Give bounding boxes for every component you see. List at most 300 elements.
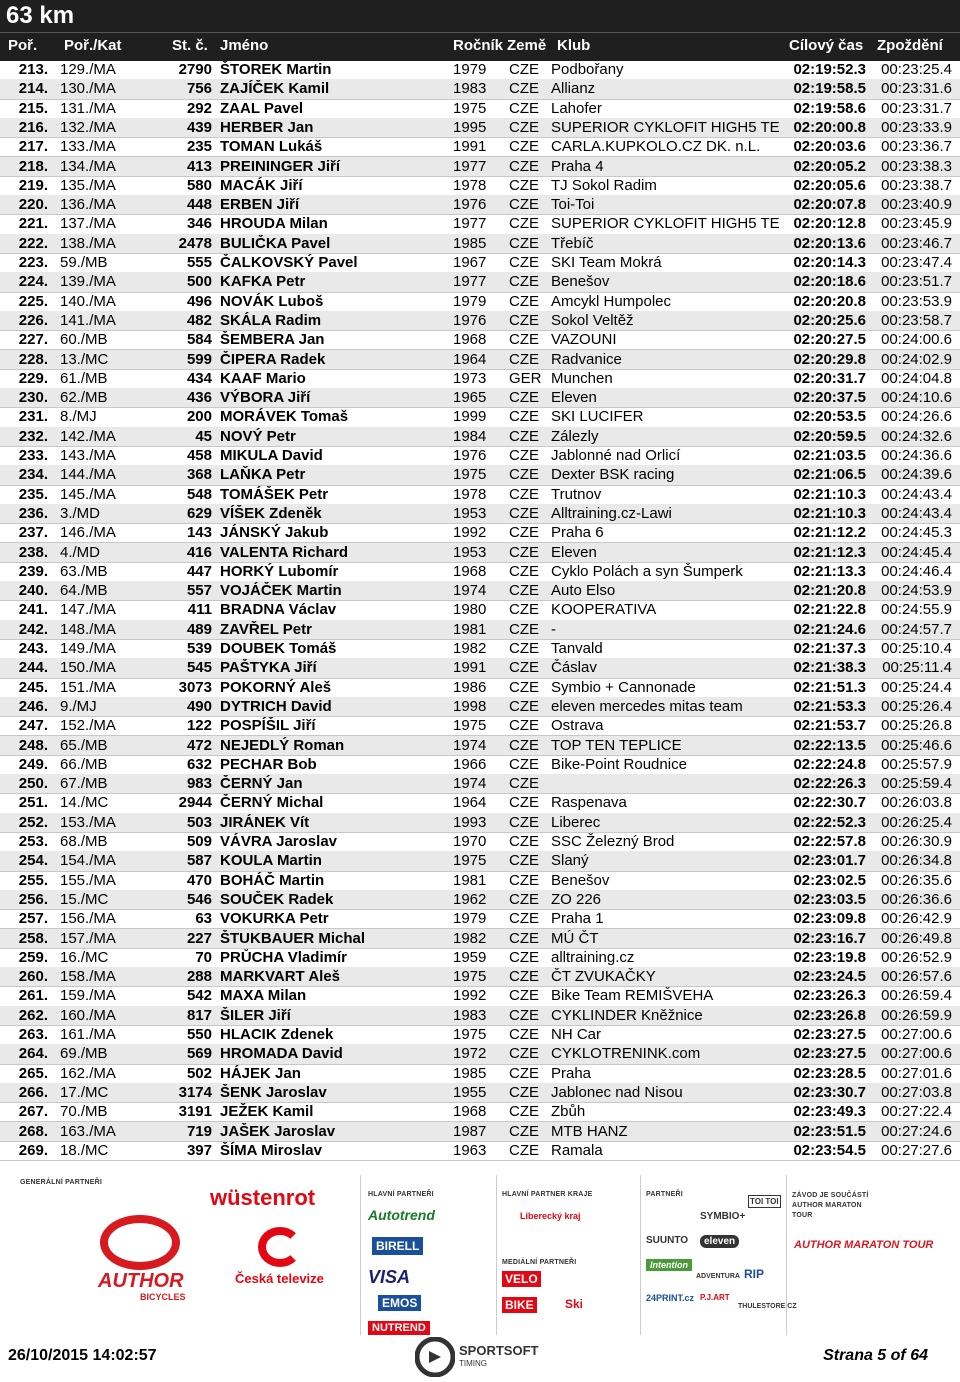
cell-finish-time: 02:23:28.5 xyxy=(793,1064,866,1082)
cell-gap: 00:24:45.3 xyxy=(881,524,952,542)
pjart-logo: P.J.ART xyxy=(700,1293,730,1302)
cell-country: CZE xyxy=(509,234,539,252)
cell-club: Sokol Veltěž xyxy=(551,311,634,329)
cell-start-number: 817 xyxy=(186,1006,212,1024)
cell-start-number: 70 xyxy=(195,948,212,966)
cell-gap: 00:24:43.4 xyxy=(881,504,952,522)
cell-gap: 00:24:04.8 xyxy=(881,369,952,387)
table-row xyxy=(0,639,960,659)
cell-gap: 00:26:59.9 xyxy=(881,1006,952,1024)
cell-start-number: 546 xyxy=(186,890,212,908)
cell-category-rank: 9./MJ xyxy=(60,697,97,715)
cell-finish-time: 02:23:54.5 xyxy=(793,1141,866,1159)
cell-start-number: 542 xyxy=(186,987,212,1005)
cell-country: CZE xyxy=(509,601,539,619)
cell-year: 1986 xyxy=(453,678,487,696)
cell-rank: 213. xyxy=(18,61,48,78)
table-row xyxy=(0,562,960,582)
cell-gap: 00:23:38.7 xyxy=(881,176,952,194)
cell-rank: 237. xyxy=(18,524,48,542)
cell-gap: 00:23:33.9 xyxy=(881,118,952,136)
cell-year: 1985 xyxy=(453,234,487,252)
cell-name: HROUDA Milan xyxy=(220,215,328,233)
cell-name: VÍŠEK Zdeněk xyxy=(220,504,322,522)
cell-rank: 244. xyxy=(18,659,48,677)
cell-name: POSPÍŠIL Jiří xyxy=(220,717,316,735)
cell-rank: 248. xyxy=(18,736,48,754)
print-date: 26/10/2015 14:02:57 xyxy=(8,1347,157,1364)
cell-gap: 00:24:26.6 xyxy=(881,408,952,426)
ski-logo: Ski xyxy=(565,1297,584,1311)
cell-start-number: 550 xyxy=(186,1026,212,1043)
cell-name: ŠEMBERA Jan xyxy=(220,331,325,349)
cell-country: CZE xyxy=(509,389,539,407)
cell-rank: 252. xyxy=(18,813,48,831)
cell-name: TOMAN Lukáš xyxy=(220,138,323,156)
cell-country: CZE xyxy=(509,1045,539,1063)
cell-rank: 260. xyxy=(18,968,48,986)
cell-rank: 261. xyxy=(18,987,48,1005)
table-row xyxy=(0,871,960,891)
table-row xyxy=(0,658,960,678)
cell-club: Dexter BSK racing xyxy=(551,466,675,484)
cell-country: CZE xyxy=(509,1103,539,1121)
cell-gap: 00:24:45.4 xyxy=(881,543,952,561)
table-row xyxy=(0,793,960,813)
cell-country: CZE xyxy=(509,524,539,542)
cell-country: CZE xyxy=(509,582,539,600)
cell-gap: 00:23:40.9 xyxy=(881,196,952,214)
cell-rank: 246. xyxy=(18,697,48,715)
cell-club: VAZOUNI xyxy=(551,331,617,349)
header-finish-time: Cílový čas xyxy=(789,37,864,54)
cell-gap: 00:24:43.4 xyxy=(881,485,952,503)
cell-year: 1977 xyxy=(453,215,487,233)
cell-year: 1995 xyxy=(453,118,487,136)
cell-country: CZE xyxy=(509,543,539,561)
cell-rank: 250. xyxy=(18,775,48,793)
cell-name: ZAVŘEL Petr xyxy=(220,620,312,638)
cell-name: ERBEN Jiří xyxy=(220,196,300,214)
cell-country: CZE xyxy=(509,331,539,349)
cell-start-number: 143 xyxy=(186,524,212,542)
cell-country: CZE xyxy=(509,1122,539,1140)
cell-category-rank: 140./MA xyxy=(60,292,116,310)
cell-club: SKI Team Mokrá xyxy=(551,254,662,271)
cell-start-number: 416 xyxy=(186,543,212,561)
cell-category-rank: 69./MB xyxy=(60,1045,108,1063)
cell-year: 1964 xyxy=(453,350,487,368)
cell-year: 1981 xyxy=(453,871,487,889)
cell-gap: 00:27:03.8 xyxy=(881,1083,952,1101)
cell-year: 1983 xyxy=(453,1006,487,1024)
cell-start-number: 346 xyxy=(186,215,212,233)
cell-finish-time: 02:21:22.8 xyxy=(793,601,866,619)
cell-start-number: 63 xyxy=(195,910,212,928)
page-footer xyxy=(0,1335,960,1381)
cell-year: 1992 xyxy=(453,524,487,542)
table-row xyxy=(0,388,960,408)
cell-finish-time: 02:20:29.8 xyxy=(793,350,866,368)
cell-category-rank: 70./MB xyxy=(60,1103,108,1121)
emos-logo: EMOS xyxy=(378,1295,421,1311)
cell-name: HERBER Jan xyxy=(220,118,314,136)
cell-rank: 245. xyxy=(18,678,48,696)
cell-name: HLACIK Zdenek xyxy=(220,1026,334,1043)
cell-start-number: 458 xyxy=(186,447,212,464)
cell-year: 1987 xyxy=(453,1122,487,1140)
cell-start-number: 413 xyxy=(186,157,212,175)
cell-year: 1974 xyxy=(453,736,487,754)
cell-club: Munchen xyxy=(551,369,613,387)
cell-club: CYKLOTRENINK.com xyxy=(551,1045,701,1063)
table-row xyxy=(0,176,960,196)
cell-gap: 00:25:10.4 xyxy=(881,640,952,657)
media-partners-label: MEDIÁLNÍ PARTNEŘI xyxy=(502,1259,577,1266)
cell-finish-time: 02:19:52.3 xyxy=(793,61,866,78)
cell-country: CZE xyxy=(509,833,539,850)
author-logo: AUTHOR xyxy=(98,1270,184,1292)
cell-gap: 00:26:52.9 xyxy=(881,948,952,966)
cell-category-rank: 16./MC xyxy=(60,948,109,966)
cell-club: Zálezly xyxy=(551,427,599,445)
cell-club: Slaný xyxy=(551,852,589,870)
cell-gap: 00:24:57.7 xyxy=(881,620,952,638)
cell-country: CZE xyxy=(509,427,539,445)
cell-club: Třebíč xyxy=(551,234,594,252)
cell-category-rank: 163./MA xyxy=(60,1122,116,1140)
cell-start-number: 3073 xyxy=(178,678,212,696)
table-row xyxy=(0,350,960,370)
cell-category-rank: 129./MA xyxy=(60,61,116,78)
cell-gap: 00:24:46.4 xyxy=(881,562,952,580)
cell-club: Praha 4 xyxy=(551,157,604,175)
cell-club: SUPERIOR CYKLOFIT HIGH5 TE xyxy=(551,118,780,136)
table-row xyxy=(0,851,960,871)
cell-gap: 00:23:31.6 xyxy=(881,80,952,98)
table-row xyxy=(0,832,960,852)
cell-name: VOKURKA Petr xyxy=(220,910,329,928)
bike-logo: BIKE xyxy=(502,1297,537,1313)
cell-country: CZE xyxy=(509,910,539,928)
cell-finish-time: 02:21:24.6 xyxy=(793,620,866,638)
cell-rank: 236. xyxy=(18,504,48,522)
cell-year: 1975 xyxy=(453,99,487,117)
cell-start-number: 629 xyxy=(186,504,212,522)
table-row xyxy=(0,118,960,138)
cell-year: 1970 xyxy=(453,833,487,850)
cell-club: Ostrava xyxy=(551,717,604,735)
cell-country: CZE xyxy=(509,273,539,291)
cell-category-rank: 148./MA xyxy=(60,620,116,638)
cell-rank: 254. xyxy=(18,852,48,870)
cell-country: CZE xyxy=(509,485,539,503)
cell-start-number: 227 xyxy=(186,929,212,947)
cell-gap: 00:23:58.7 xyxy=(881,311,952,329)
cell-category-rank: 62./MB xyxy=(60,389,108,407)
cell-year: 1984 xyxy=(453,427,487,445)
cell-gap: 00:25:24.4 xyxy=(881,678,952,696)
table-row xyxy=(0,99,960,119)
table-row xyxy=(0,214,960,234)
cell-year: 1977 xyxy=(453,157,487,175)
cell-finish-time: 02:22:13.5 xyxy=(793,736,866,754)
cell-category-rank: 131./MA xyxy=(60,99,116,117)
cell-club: Trutnov xyxy=(551,485,602,503)
cell-country: CZE xyxy=(509,678,539,696)
cell-name: ČERNÝ Michal xyxy=(220,794,324,812)
cell-start-number: 756 xyxy=(186,80,212,98)
cell-club: Jablonné nad Orlicí xyxy=(551,447,681,464)
birell-logo: BIRELL xyxy=(372,1237,423,1255)
cell-year: 1991 xyxy=(453,138,487,156)
cell-country: CZE xyxy=(509,968,539,986)
table-row xyxy=(0,1044,960,1064)
cell-start-number: 434 xyxy=(186,369,212,387)
cell-rank: 253. xyxy=(18,833,48,850)
cell-gap: 00:26:49.8 xyxy=(881,929,952,947)
cell-rank: 225. xyxy=(18,292,48,310)
table-row xyxy=(0,485,960,505)
cell-name: KAAF Mario xyxy=(220,369,306,387)
cell-club: Tanvald xyxy=(551,640,603,657)
table-row xyxy=(0,716,960,736)
table-row xyxy=(0,967,960,987)
cell-name: NOVÁK Luboš xyxy=(220,292,324,310)
header-start-number: St. č. xyxy=(172,37,208,54)
cell-category-rank: 153./MA xyxy=(60,813,116,831)
cell-start-number: 580 xyxy=(186,176,212,194)
cell-category-rank: 143./MA xyxy=(60,447,116,464)
cell-country: CZE xyxy=(509,620,539,638)
toitoi-logo: TOI TOI xyxy=(750,1197,779,1206)
cell-start-number: 448 xyxy=(186,196,212,214)
cell-start-number: 555 xyxy=(186,254,212,271)
cell-year: 1968 xyxy=(453,562,487,580)
cell-start-number: 2944 xyxy=(178,794,212,812)
cell-name: BRADNA Václav xyxy=(220,601,337,619)
cell-start-number: 368 xyxy=(186,466,212,484)
cell-club: Bike-Point Roudnice xyxy=(551,755,687,773)
cell-gap: 00:24:36.6 xyxy=(881,447,952,464)
cell-club: ČT ZVUKAČKY xyxy=(551,968,656,986)
cell-category-rank: 60./MB xyxy=(60,331,108,349)
table-row xyxy=(0,697,960,717)
cell-finish-time: 02:20:13.6 xyxy=(793,234,866,252)
cell-rank: 263. xyxy=(18,1026,48,1043)
cell-country: CZE xyxy=(509,890,539,908)
cell-name: ZAJÍČEK Kamil xyxy=(220,80,330,98)
cell-finish-time: 02:23:51.5 xyxy=(793,1122,866,1140)
nutrend-logo: NUTREND xyxy=(368,1321,430,1335)
cell-year: 1991 xyxy=(453,659,487,677)
table-row xyxy=(0,1141,960,1161)
cell-rank: 230. xyxy=(18,389,48,407)
cell-gap: 00:26:30.9 xyxy=(881,833,952,850)
cell-rank: 267. xyxy=(18,1103,48,1121)
cell-finish-time: 02:21:53.3 xyxy=(793,697,866,715)
cell-country: CZE xyxy=(509,466,539,484)
table-row xyxy=(0,948,960,968)
cell-year: 1975 xyxy=(453,968,487,986)
cell-gap: 00:27:00.6 xyxy=(881,1026,952,1043)
cell-finish-time: 02:20:25.6 xyxy=(793,311,866,329)
cell-name: ČIPERA Radek xyxy=(220,350,326,368)
cell-year: 1975 xyxy=(453,717,487,735)
cell-gap: 00:23:38.3 xyxy=(881,157,952,175)
suunto-logo: SUUNTO xyxy=(646,1235,689,1246)
cell-finish-time: 02:21:10.3 xyxy=(793,504,866,522)
cell-gap: 00:23:47.4 xyxy=(881,254,952,271)
sponsor-strip xyxy=(0,1175,960,1345)
cell-name: ČALKOVSKÝ Pavel xyxy=(220,254,358,271)
cell-rank: 232. xyxy=(18,427,48,445)
cell-finish-time: 02:20:03.6 xyxy=(793,138,866,156)
cell-name: JEŽEK Kamil xyxy=(220,1103,314,1121)
rip-logo: RIP xyxy=(744,1267,765,1281)
cell-year: 1979 xyxy=(453,292,487,310)
cell-year: 1982 xyxy=(453,929,487,947)
cell-rank: 235. xyxy=(18,485,48,503)
cell-rank: 223. xyxy=(18,254,48,271)
cell-rank: 226. xyxy=(18,311,48,329)
cell-gap: 00:27:00.6 xyxy=(881,1045,952,1063)
cell-category-rank: 64./MB xyxy=(60,582,108,600)
cell-year: 1978 xyxy=(453,176,487,194)
cell-start-number: 472 xyxy=(186,736,212,754)
autotrend-logo: Autotrend xyxy=(368,1207,435,1223)
cell-country: CZE xyxy=(509,1141,539,1159)
cell-name: KOULA Martin xyxy=(220,852,322,870)
cell-year: 1968 xyxy=(453,331,487,349)
cell-gap: 00:26:25.4 xyxy=(881,813,952,831)
cell-country: GER xyxy=(509,369,542,387)
sportsoft-subtext: TIMING xyxy=(459,1359,487,1368)
cell-country: CZE xyxy=(509,504,539,522)
cell-start-number: 557 xyxy=(186,582,212,600)
cell-name: ŠENK Jaroslav xyxy=(220,1083,327,1101)
cell-country: CZE xyxy=(509,215,539,233)
cell-category-rank: 161./MA xyxy=(60,1026,116,1043)
table-row xyxy=(0,292,960,312)
cell-name: HROMADA David xyxy=(220,1045,343,1063)
cell-gap: 00:26:36.6 xyxy=(881,890,952,908)
cell-name: LAŇKA Petr xyxy=(220,466,306,484)
cell-category-rank: 149./MA xyxy=(60,640,116,657)
table-row xyxy=(0,600,960,620)
cell-country: CZE xyxy=(509,350,539,368)
wustenrot-logo: wüstenrot xyxy=(210,1185,316,1210)
cell-club: Ramala xyxy=(551,1141,603,1159)
cell-club: Benešov xyxy=(551,871,610,889)
cell-start-number: 496 xyxy=(186,292,212,310)
cell-year: 1976 xyxy=(453,447,487,464)
cell-year: 1975 xyxy=(453,852,487,870)
cell-year: 1972 xyxy=(453,1045,487,1063)
table-row xyxy=(0,929,960,949)
cell-country: CZE xyxy=(509,697,539,715)
cell-name: SOUČEK Radek xyxy=(220,890,334,908)
cell-year: 1976 xyxy=(453,311,487,329)
cell-gap: 00:25:26.4 xyxy=(881,697,952,715)
cell-club: eleven mercedes mitas team xyxy=(551,697,743,715)
cell-finish-time: 02:20:05.6 xyxy=(793,176,866,194)
cell-country: CZE xyxy=(509,717,539,735)
cell-start-number: 539 xyxy=(186,640,212,657)
cell-gap: 00:27:01.6 xyxy=(881,1064,952,1082)
cell-finish-time: 02:21:13.3 xyxy=(793,562,866,580)
cell-year: 1975 xyxy=(453,466,487,484)
cell-finish-time: 02:21:20.8 xyxy=(793,582,866,600)
cell-start-number: 509 xyxy=(186,833,212,850)
cell-country: CZE xyxy=(509,640,539,657)
cell-category-rank: 4./MD xyxy=(60,543,101,561)
cell-start-number: 2790 xyxy=(178,61,212,78)
cell-country: CZE xyxy=(509,447,539,464)
header-name: Jméno xyxy=(220,37,269,54)
cell-country: CZE xyxy=(509,138,539,156)
cell-category-rank: 130./MA xyxy=(60,80,116,98)
cell-start-number: 569 xyxy=(186,1045,212,1063)
cell-club: Auto Elso xyxy=(551,582,616,600)
cell-year: 1965 xyxy=(453,389,487,407)
cell-rank: 224. xyxy=(18,273,48,291)
cell-club: SUPERIOR CYKLOFIT HIGH5 TE xyxy=(551,215,780,233)
cell-year: 1975 xyxy=(453,1026,487,1043)
cell-name: JÁNSKÝ Jakub xyxy=(220,524,329,542)
author-logo-sub: BICYCLES xyxy=(140,1292,186,1302)
cell-finish-time: 02:23:26.3 xyxy=(793,987,866,1005)
cell-gap: 00:23:53.9 xyxy=(881,292,952,310)
cell-finish-time: 02:20:31.7 xyxy=(793,369,866,387)
cell-name: PECHAR Bob xyxy=(220,755,317,773)
cell-rank: 242. xyxy=(18,620,48,638)
cell-club: CYKLINDER Kněžnice xyxy=(551,1006,703,1024)
cell-finish-time: 02:23:01.7 xyxy=(793,852,866,870)
author-logo-mark xyxy=(100,1215,180,1270)
table-row xyxy=(0,446,960,466)
cell-category-rank: 61./MB xyxy=(60,369,108,387)
cell-country: CZE xyxy=(509,929,539,947)
cell-name: HÁJEK Jan xyxy=(220,1064,301,1082)
cell-category-rank: 135./MA xyxy=(60,176,116,194)
ceska-televize-icon xyxy=(258,1227,302,1267)
cell-rank: 233. xyxy=(18,447,48,464)
header-gap: Zpoždění xyxy=(877,37,943,54)
table-row xyxy=(0,137,960,157)
cell-category-rank: 15./MC xyxy=(60,890,109,908)
cell-category-rank: 138./MA xyxy=(60,234,116,252)
cell-rank: 259. xyxy=(18,948,48,966)
cell-category-rank: 66./MB xyxy=(60,755,108,773)
cell-year: 1978 xyxy=(453,485,487,503)
cell-finish-time: 02:20:27.5 xyxy=(793,331,866,349)
cell-name: TOMÁŠEK Petr xyxy=(220,485,329,503)
cell-start-number: 3174 xyxy=(178,1083,212,1101)
cell-finish-time: 02:20:14.3 xyxy=(793,254,866,271)
cell-gap: 00:23:45.9 xyxy=(881,215,952,233)
cell-gap: 00:25:59.4 xyxy=(881,775,952,793)
cell-gap: 00:26:34.8 xyxy=(881,852,952,870)
cell-gap: 00:27:22.4 xyxy=(881,1103,952,1121)
cell-rank: 265. xyxy=(18,1064,48,1082)
cell-year: 1973 xyxy=(453,369,487,387)
cell-finish-time: 02:19:58.6 xyxy=(793,99,866,117)
cell-club: Benešov xyxy=(551,273,610,291)
cell-finish-time: 02:20:59.5 xyxy=(793,427,866,445)
cell-country: CZE xyxy=(509,99,539,117)
cell-country: CZE xyxy=(509,794,539,812)
